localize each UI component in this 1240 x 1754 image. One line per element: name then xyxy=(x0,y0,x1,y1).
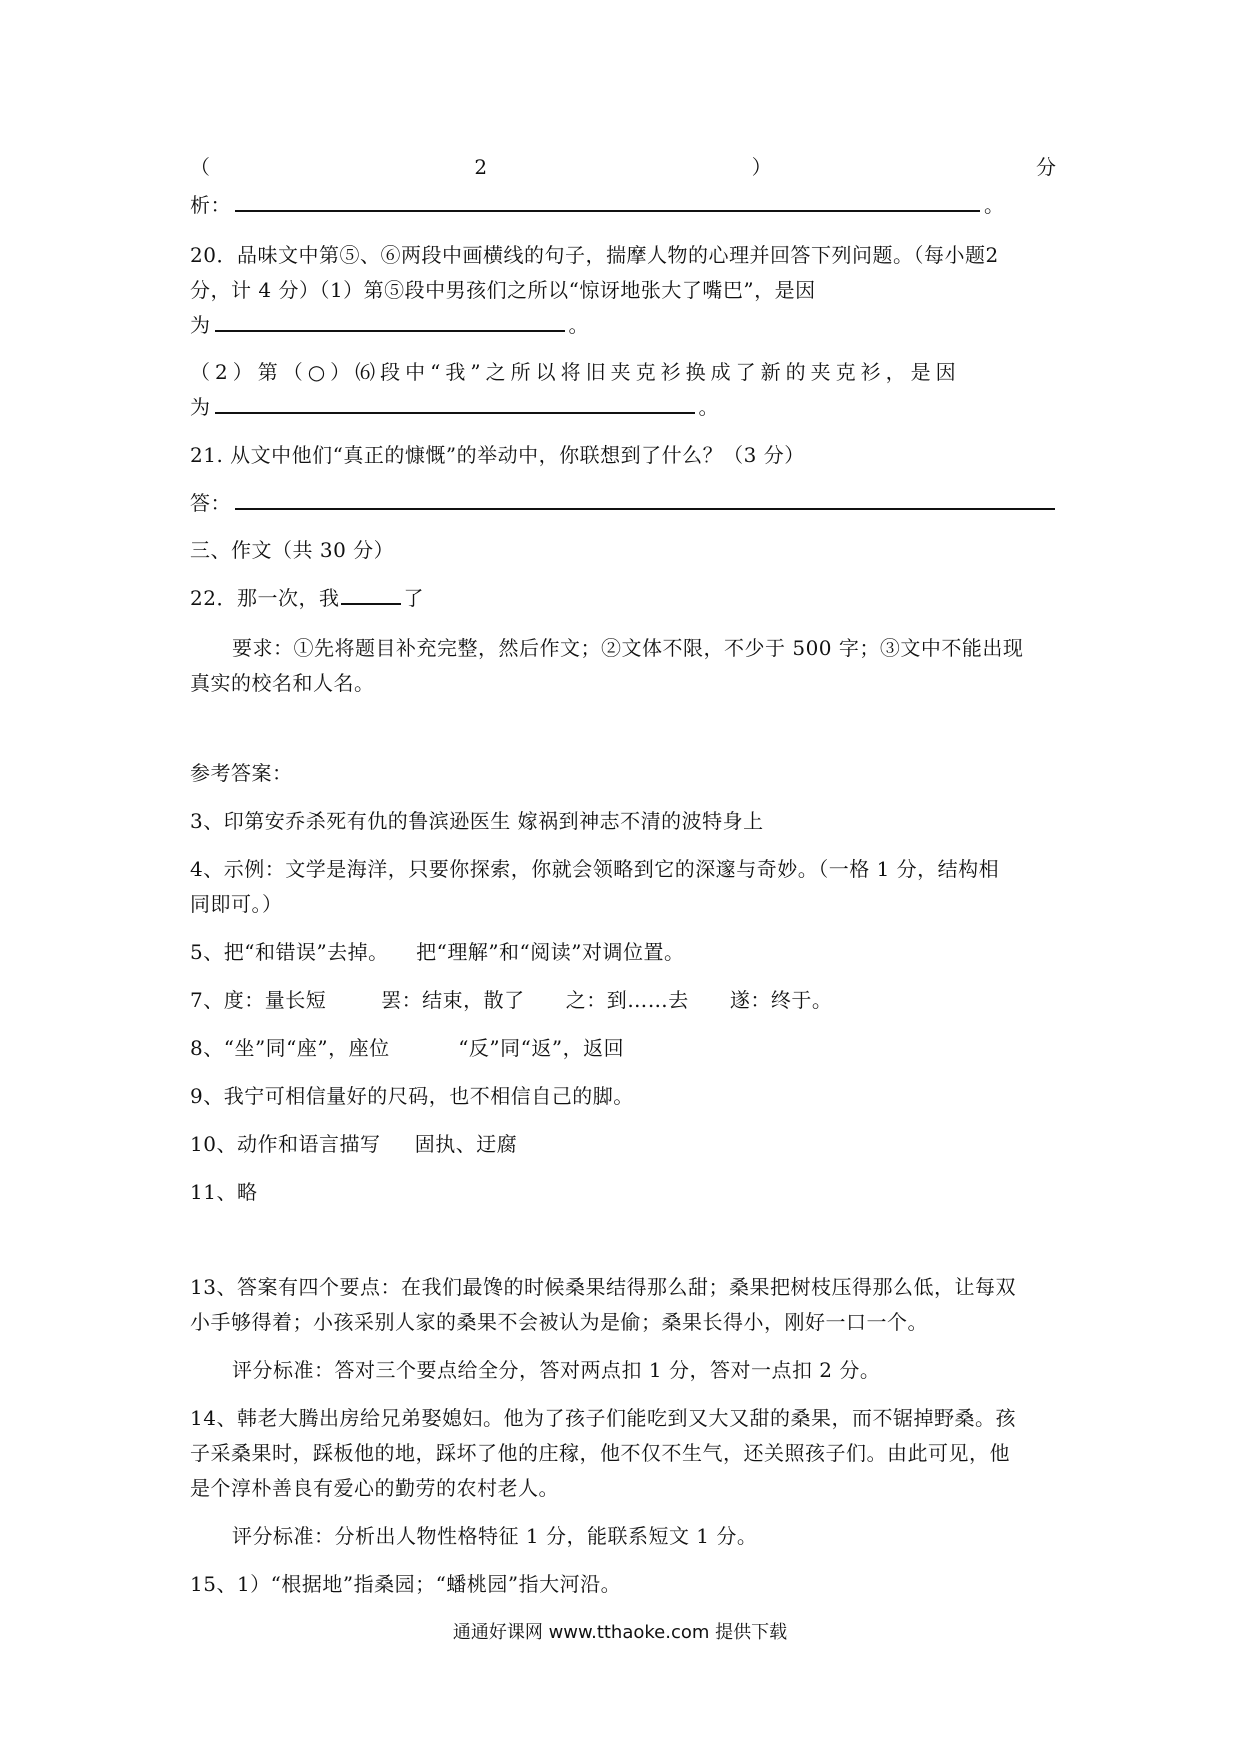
section-heading: 三、作文（共 30 分） xyxy=(190,538,395,562)
close-paren: ） xyxy=(751,155,772,179)
wei-label: 为 xyxy=(190,395,211,419)
open-paren: （ xyxy=(190,155,210,179)
answer-label: 答： xyxy=(190,491,231,515)
sub-number: 2 xyxy=(474,155,488,179)
period: 。 xyxy=(984,193,1005,217)
q22-req-line-1: 要求：①先将题目补充完整，然后作文；②文体不限，不少于 500 字；③文中不能出现 xyxy=(232,636,1024,660)
period: 。 xyxy=(698,395,719,419)
answer-13-score: 评分标准：答对三个要点给全分，答对两点扣 1 分，答对一点扣 2 分。 xyxy=(232,1358,881,1382)
q21-answer-line xyxy=(190,488,1059,518)
q21-question: 21. 从文中他们“真正的慷慨”的举动中，你联想到了什么？（3 分） xyxy=(190,443,805,467)
answer-3: 3、印第安乔杀死有仇的鲁滨逊医生 嫁祸到神志不清的波特身上 xyxy=(190,809,764,833)
answer-9: 9、我宁可相信量好的尺码，也不相信自己的脚。 xyxy=(190,1084,634,1108)
q20-line-5 xyxy=(190,392,719,422)
answer-7: 7、度：量长短 罢：结束，散了 之：到……去 遂：终于。 xyxy=(190,988,833,1012)
answer-5: 5、把“和错误”去掉。 把“理解”和“阅读”对调位置。 xyxy=(190,940,685,964)
analysis-label: 析： xyxy=(190,193,231,217)
q22-prefix: 22．那一次，我 xyxy=(190,586,340,610)
answer-blank[interactable] xyxy=(215,312,565,332)
q22-title-line xyxy=(190,583,424,613)
q19-analysis-line xyxy=(190,190,1005,220)
answer-10: 10、动作和语言描写 固执、迂腐 xyxy=(190,1132,518,1156)
q20-line-2: 分，计 4 分）（1）第⑤段中男孩们之所以“惊讶地张大了嘴巴”，是因 xyxy=(190,278,816,302)
q20-line-1: 20．品味文中第⑤、⑥两段中画横线的句子，揣摩人物的心理并回答下列问题。（每小题2 xyxy=(190,243,999,267)
page-footer: 通通好课网 www.tthaoke.com 提供下载 xyxy=(452,1622,788,1643)
answer-8: 8、“坐”同“座”，座位 “反”同“返”，返回 xyxy=(190,1036,625,1060)
answers-heading: 参考答案： xyxy=(190,761,293,785)
answer-blank[interactable] xyxy=(215,394,695,414)
period: 。 xyxy=(568,313,589,337)
answer-14-line-1: 14、韩老大腾出房给兄弟娶媳妇。他为了孩子们能吃到又大又甜的桑果，而不锯掉野桑。孩 xyxy=(190,1406,1016,1430)
q22-suffix: 了 xyxy=(403,586,424,610)
answer-blank[interactable] xyxy=(235,490,1055,510)
q22-req-line-2: 真实的校名和人名。 xyxy=(190,671,375,695)
answer-13-line-2: 小手够得着；小孩采别人家的桑果不会被认为是偷；桑果长得小，刚好一口一个。 xyxy=(190,1310,928,1334)
q19-sub2-line xyxy=(190,152,1056,182)
answer-14-line-2: 子采桑果时，踩板他的地，踩坏了他的庄稼，他不仅不生气，还关照孩子们。由此可见，他 xyxy=(190,1441,1010,1465)
answer-14-line-3: 是个淳朴善良有爱心的勤劳的农村老人。 xyxy=(190,1476,559,1500)
fen-char: 分 xyxy=(1036,155,1056,179)
answer-13-line-1: 13、答案有四个要点：在我们最馋的时候桑果结得那么甜；桑果把树枝压得那么低，让每双 xyxy=(190,1275,1016,1299)
wei-label: 为 xyxy=(190,313,211,337)
answer-11: 11、略 xyxy=(190,1180,258,1204)
q20-line-3 xyxy=(190,310,589,340)
answer-blank[interactable] xyxy=(235,192,980,212)
answer-15: 15、1）“根据地”指桑园；“蟠桃园”指大河沿。 xyxy=(190,1572,622,1596)
answer-14-score: 评分标准：分析出人物性格特征 1 分，能联系短文 1 分。 xyxy=(232,1524,758,1548)
answer-4-line-1: 4、示例：文学是海洋，只要你探索，你就会领略到它的深邃与奇妙。（一格 1 分，结构相 xyxy=(190,857,1000,881)
title-blank[interactable] xyxy=(341,585,401,605)
answer-4-line-2: 同即可。） xyxy=(190,892,283,916)
q20-line-4: （2）第（○）⑹段中“我”之所以将旧夹克衫换成了新的夹克衫，是因 xyxy=(190,360,961,384)
